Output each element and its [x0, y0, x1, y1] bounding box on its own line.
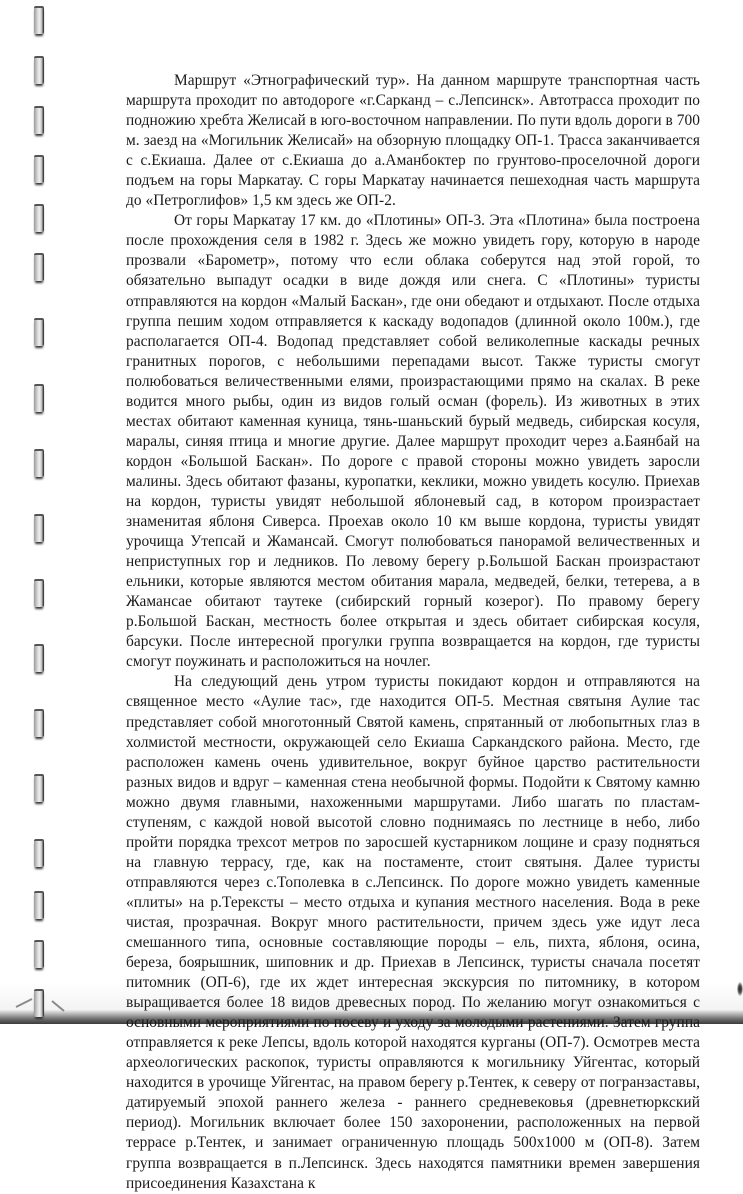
- binding-ring-icon: [34, 56, 44, 84]
- binding-ring-icon: [34, 579, 44, 607]
- scan-smudge: [737, 982, 743, 996]
- spiral-binding: [34, 0, 54, 1024]
- binding-ring-icon: [34, 6, 44, 34]
- binding-ring-icon: [34, 253, 44, 281]
- binding-ring-icon: [34, 891, 44, 919]
- binding-ring-icon: [34, 318, 44, 346]
- binding-ring-icon: [34, 774, 44, 802]
- paragraph-markatau-to-baskan: От горы Маркатау 17 км. до «Плотины» ОП-3. Эта «Плотина» была построена после прохождения селя в 1982 г. Здесь же можно увидеть гору, которую в народе прозвали «Барометр», потому что если облака соберутся над этой горой, то обязательно выпадут осадки в виде дождя или снега. С «Плотины» туристы отправляются на кордон «Малый Баскан», где они обедают и отдыхают. После отдыха группа пешим ходом отправляется к каскаду водопадов (длинной около 100м.), где располагается ОП-4. Водопад представляет собой великолепные каскады речных гранитных порогов, с небольшими перепадами высот. Также туристы смогут полюбоваться величественными елями, произрастающими прямо на скалах. В реке водится много рыбы, один из видов голый осман (форель). Из животных в этих местах обитают каменная куница, тянь-шаньский бурый медведь, сибирская косуля, маралы, синяя птица и многие другие. Далее маршрут проходит через а.Баянбай на кордон «Большой Баскан». По дороге с правой стороны можно увидеть заросли малины. Здесь обитают фазаны, куропатки, кеклики, можно увидеть косулю. Приехав на кордон, туристы увидят небольшой яблоневый сад, в котором произрастает знаменитая яблоня Сиверса. Проехав около 10 км выше кордона, туристы увидят урочища Утепсай и Жамансай. Смогут полюбоваться панорамой величественных и неприступных гор и ледников. По левому берегу р.Большой Баскан произрастают ельники, которые являются местом обитания марала, медведей, белки, тетерева, а в Жамансае обитают таутеке (сибирский горный козерог). По правому берегу р.Большой Баскан, местность более открытая и здесь обитает сибирская косуля, барсуки. После интересной прогулки группа возвращается на кордон, где туристы смогут поужинать и расположиться на ночлег.: [126, 212, 700, 671]
- binding-ring-icon: [34, 709, 44, 737]
- binding-ring-icon: [34, 106, 44, 134]
- binding-ring-icon: [34, 204, 44, 232]
- binding-ring-icon: [34, 514, 44, 542]
- binding-ring-icon: [34, 449, 44, 477]
- binding-ring-icon: [34, 155, 44, 183]
- document-body: [126, 71, 700, 1194]
- binding-ring-icon: [34, 940, 44, 968]
- binding-ring-icon: [34, 839, 44, 867]
- binding-ring-icon: [34, 644, 44, 672]
- binding-wire-tail-icon: [14, 993, 70, 1013]
- binding-ring-icon: [34, 384, 44, 412]
- paragraph-ethnographic-tour-intro: Маршрут «Этнографический тур». На данном маршруте транспортная часть маршрута проходит по автодороге «г.Сарканд – с.Лепсинск». Автотрасса проходит по подножию хребта Желисай в юго-восточном направлении. По пути вдоль дороги в 700 м. заезд на «Могильник Желисай» на обзорную площадку ОП-1. Трасса заканчивается с с.Екиаша. Далее от с.Екиаша до а.Аманбоктер по грунтово-проселочной дороги подъем на горы Маркатау. С горы Маркатау начинается пешеходная часть маршрута до «Петроглифов» 1,5 км здесь же ОП-2.: [126, 72, 700, 210]
- paragraph-aulie-tas-to-lepsinsk: На следующий день утром туристы покидают кордон и отправляются на священное место «Аулие тас», где находится ОП-5. Местная святыня Аулие тас представляет собой многотонный Святой камень, спрятанный от любопытных глаз в холмистой местности, окружающей село Екиаша Саркандского района. Место, где расположен камень очень удивительное, вокруг буйное царство растительности разных видов и вдруг – каменная стена необычной формы. Подойти к Святому камню можно двумя главными, нахоженными маршрутами. Либо шагать по пластам-ступеням, с каждой новой высотой словно поднимаясь по лестнице в небо, либо пройти порядка трехсот метров по заросшей кустарником лощине и сразу подняться на главную террасу, где, как на постаменте, стоит святыня. Далее туристы отправляются через с.Тополевка в с.Лепсинск. По дороге можно увидеть каменные «плиты» на р.Терекcты – место отдыха и купания местного населения. Вода в реке чистая, прозрачная. Вокруг много растительности, причем здесь уже идут леса смешанного типа, основные составляющие породы – ель, пихта, яблоня, осина, береза, боярышник, шиповник и др. Приехав в Лепсинск, туристы сначала посетят питомник (ОП-6), где их ждет интересная экскурсия по питомнику, в котором выращивается более 18 видов древесных пород. По желанию могут ознакомиться с основными мероприятиями по посеву и уходу за молодыми растениями. Затем группа отправляется к реке Лепсы, вдоль которой находятся курганы (ОП-7). Осмотрев места археологических раскопок, туристы оправляются к могильнику Уйгентас, который находится в урочище Уйгентас, на правом берегу р.Тентек, к северу от погранзаставы, датируемый эпохой раннего железа - раннего средневековья (древнетюркский период). Могильник включает более 150 захоронении, расположенных на первой террасе р.Тентек, и занимает ограниченную площадь 500х1000 м (ОП-8). Затем группа возвращается в п.Лепсинск. Здесь находятся памятники времен завершения присоединения Казахстана к: [126, 673, 700, 1192]
